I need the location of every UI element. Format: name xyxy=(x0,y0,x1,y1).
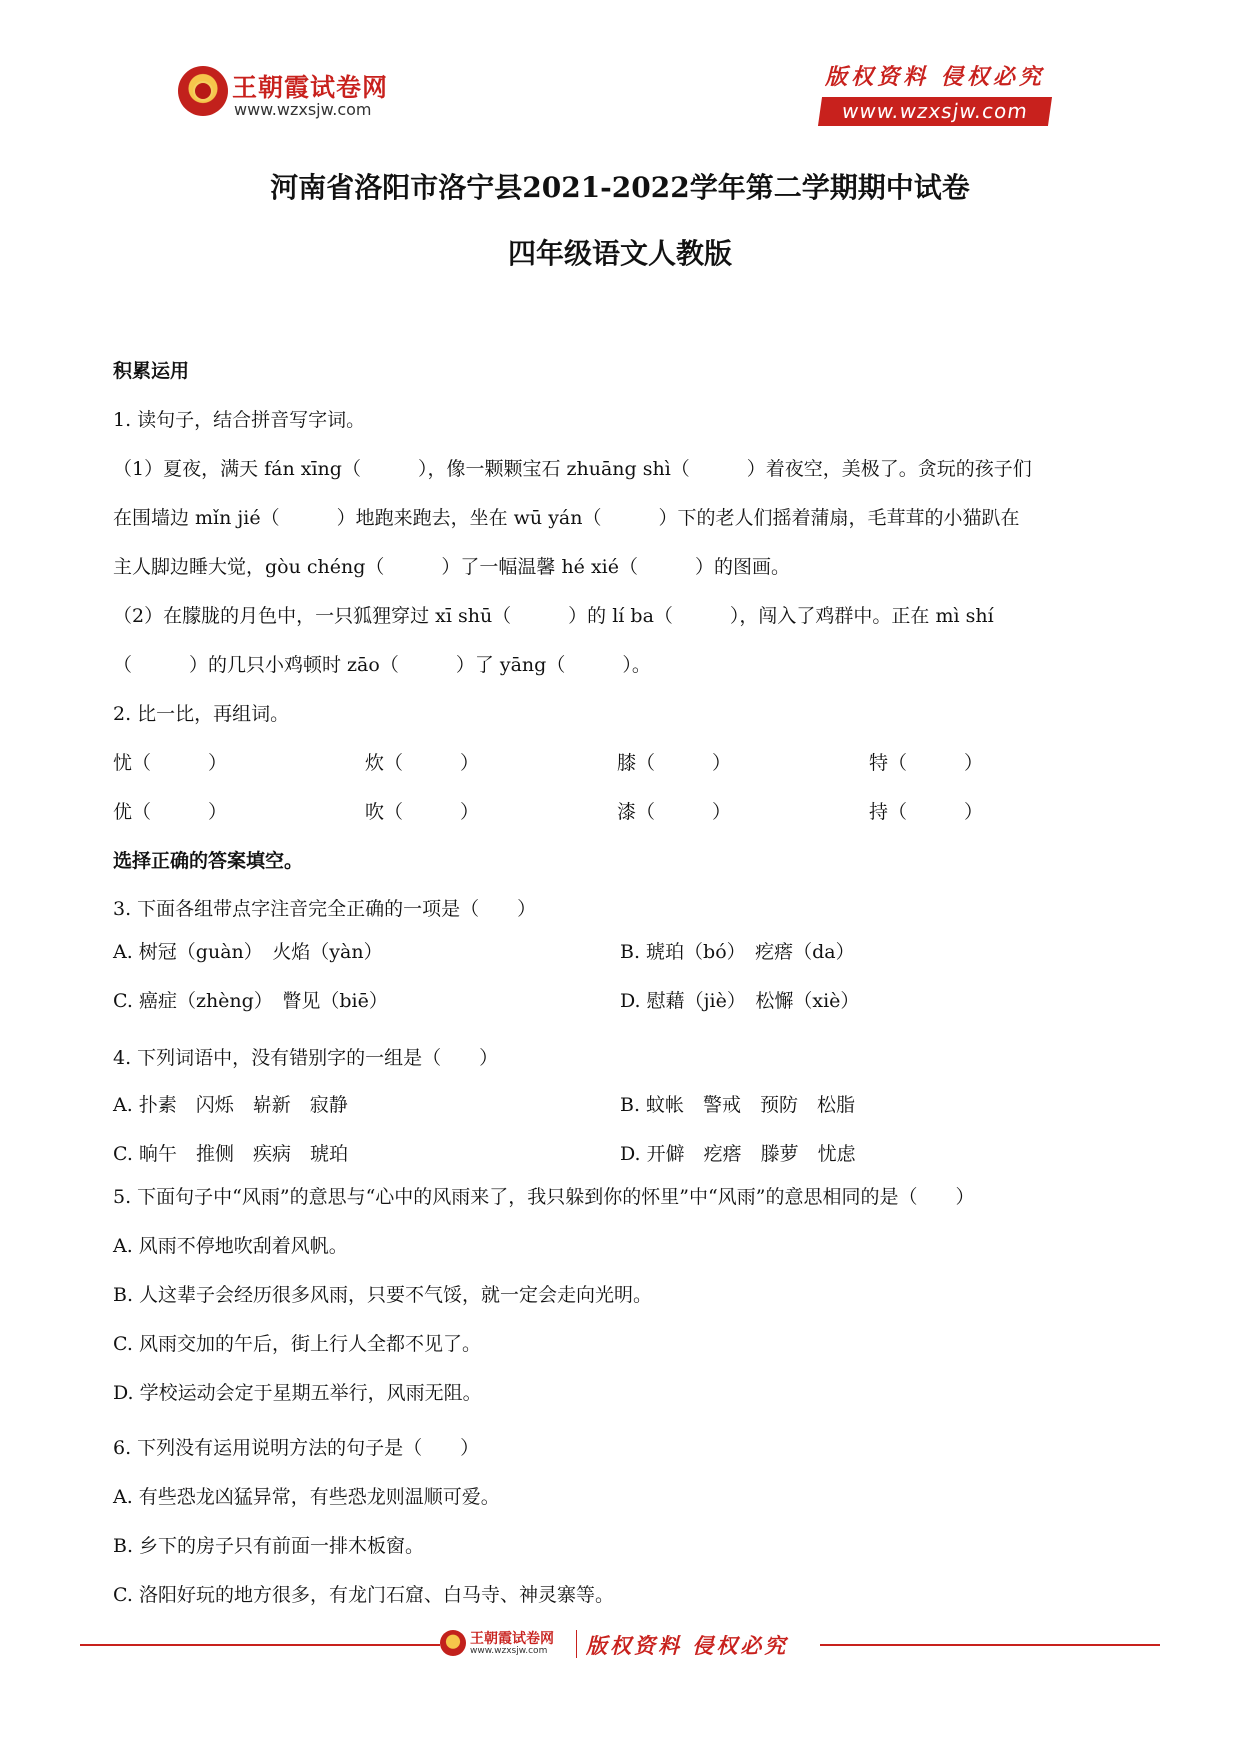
q3-option-c[interactable]: C. 癌症（zhèng） 瞥见（biē） xyxy=(113,990,388,1012)
footer-logo xyxy=(440,1626,820,1662)
q2-item: 优（ ） xyxy=(113,801,228,823)
q1-line-2: 在围墙边 mǐn jié（ ）地跑来跑去，坐在 wū yán（ ）下的老人们摇着蒲扇，毛茸茸的小猫趴在 xyxy=(113,507,1020,529)
q4-option-c[interactable]: C. 晌午 推侧 疾病 琥珀 xyxy=(113,1143,348,1165)
footer-divider-left xyxy=(80,1644,440,1646)
exam-subtitle: 四年级语文人教版 xyxy=(507,237,732,270)
footer-emblem-icon xyxy=(440,1630,466,1656)
footer-logo-url: www.wzxsjw.com xyxy=(470,1646,548,1656)
q5-option-b[interactable]: B. 人这辈子会经历很多风雨，只要不气馁，就一定会走向光明。 xyxy=(113,1284,653,1306)
q3-option-b[interactable]: B. 琥珀（bó） 疙瘩（da） xyxy=(620,941,855,963)
q2-item: 膝（ ） xyxy=(617,752,732,774)
logo-url: www.wzxsjw.com xyxy=(234,100,372,119)
q1-line-3: 主人脚边睡大觉，gòu chéng（ ）了一幅温馨 hé xié（ ）的图画。 xyxy=(113,556,790,578)
copyright-url: www.wzxsjw.com xyxy=(818,97,1052,126)
q5-option-c[interactable]: C. 风雨交加的午后，街上行人全都不见了。 xyxy=(113,1333,481,1355)
q3-option-a[interactable]: A. 树冠（guàn） 火焰（yàn） xyxy=(113,941,383,963)
q2-item: 特（ ） xyxy=(869,752,984,774)
q6-stem: 6. 下列没有运用说明方法的句子是（ ） xyxy=(113,1437,480,1459)
q6-option-c[interactable]: C. 洛阳好玩的地方很多，有龙门石窟、白马寺、神灵寨等。 xyxy=(113,1584,614,1606)
q2-item: 炊（ ） xyxy=(365,752,480,774)
q2-item: 忧（ ） xyxy=(113,752,228,774)
logo-name: 王朝霞试卷网 xyxy=(232,73,389,102)
q6-option-a[interactable]: A. 有些恐龙凶猛异常，有些恐龙则温顺可爱。 xyxy=(113,1486,500,1508)
q2-item: 漆（ ） xyxy=(617,801,732,823)
footer-copyright: 版权资料 侵权必究 xyxy=(586,1633,789,1658)
q1-line-1: （1）夏夜，满天 fán xīng（ ），像一颗颗宝石 zhuāng shì（ ）着夜空，美极了。贪玩的孩子们 xyxy=(113,458,1032,480)
section-heading-1: 积累运用 xyxy=(113,360,190,382)
q2-item: 持（ ） xyxy=(869,801,984,823)
copyright-text: 版权资料 侵权必究 xyxy=(825,64,1045,90)
q5-option-d[interactable]: D. 学校运动会定于星期五举行，风雨无阻。 xyxy=(113,1382,482,1404)
section-heading-2: 选择正确的答案填空。 xyxy=(113,850,304,872)
q1-line-5: （ ）的几只小鸡顿时 zāo（ ）了 yāng（ ）。 xyxy=(113,654,651,676)
q1-line-4: （2）在朦胧的月色中，一只狐狸穿过 xī shū（ ）的 lí ba（ ），闯入了鸡群中。正在 mì shí xyxy=(113,605,994,627)
footer-divider-right xyxy=(820,1644,1160,1646)
footer-separator xyxy=(576,1630,577,1658)
q2-item: 吹（ ） xyxy=(365,801,480,823)
q1-stem: 1. 读句子，结合拼音写字词。 xyxy=(113,409,366,431)
exam-title: 河南省洛阳市洛宁县2021-2022学年第二学期期中试卷 xyxy=(270,171,970,204)
q4-option-a[interactable]: A. 扑素 闪烁 崭新 寂静 xyxy=(113,1094,348,1116)
q6-option-b[interactable]: B. 乡下的房子只有前面一排木板窗。 xyxy=(113,1535,425,1557)
q3-option-d[interactable]: D. 慰藉（jiè） 松懈（xiè） xyxy=(620,990,860,1012)
footer-logo-name: 王朝霞试卷网 xyxy=(470,1631,554,1647)
q2-stem: 2. 比一比，再组词。 xyxy=(113,703,290,725)
copyright-block xyxy=(820,60,1050,126)
q5-option-a[interactable]: A. 风雨不停地吹刮着风帆。 xyxy=(113,1235,348,1257)
q4-option-b[interactable]: B. 蚊帐 警戒 预防 松脂 xyxy=(620,1094,856,1116)
q5-stem: 5. 下面句子中“风雨”的意思与“心中的风雨来了，我只躲到你的怀里”中“风雨”的意思相同的是（ ） xyxy=(113,1186,975,1208)
q3-stem: 3. 下面各组带点字注音完全正确的一项是（ ） xyxy=(113,898,537,920)
logo-emblem-icon xyxy=(178,66,228,116)
site-logo xyxy=(178,66,418,126)
q4-option-d[interactable]: D. 开僻 疙瘩 滕萝 忧虑 xyxy=(620,1143,856,1165)
q4-stem: 4. 下列词语中，没有错别字的一组是（ ） xyxy=(113,1047,499,1069)
